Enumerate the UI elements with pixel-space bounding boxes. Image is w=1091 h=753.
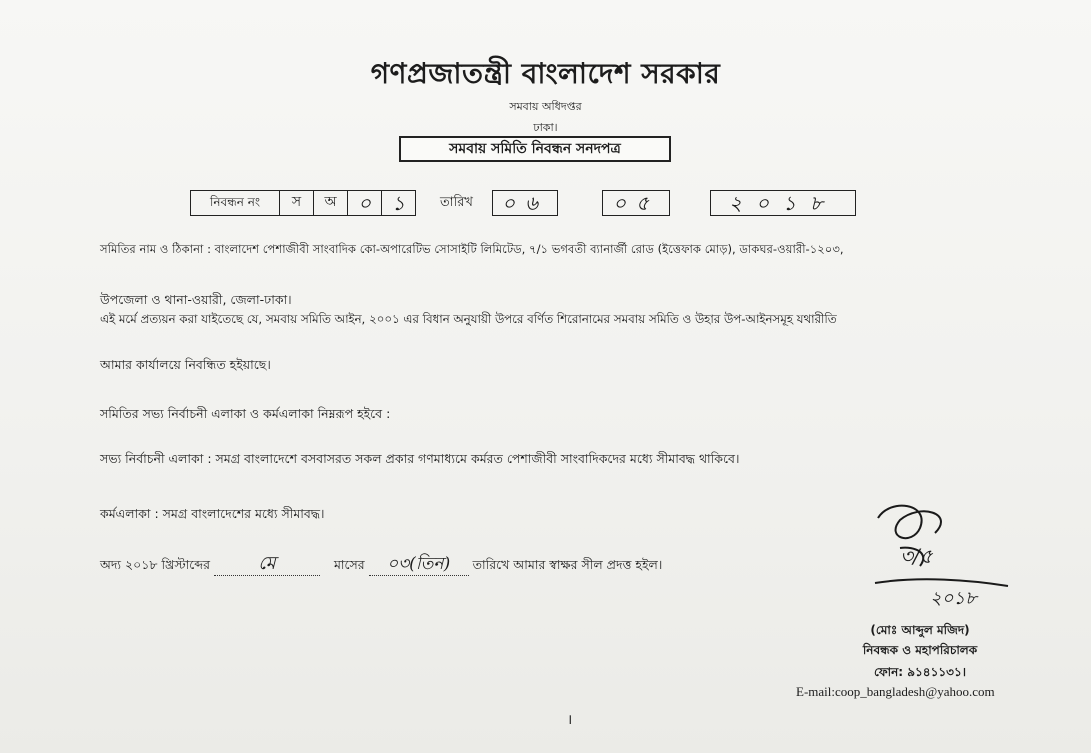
registration-char-3: ০	[347, 190, 382, 216]
date-label: তারিখ	[440, 195, 473, 210]
registration-char-1: স	[279, 190, 314, 216]
area-intro: সমিতির সভ্য নির্বাচনী এলাকা ও কর্মএলাকা নিম্নরূপ হইবে :	[100, 406, 391, 421]
signatory-name: (মোঃ আব্দুল মজিদ)	[870, 623, 970, 637]
closing-prefix: অদ্য ২০১৮ খ্রিস্টাব্দের	[100, 557, 210, 572]
government-title: গণপ্রজাতন্ত্রী বাংলাদেশ সরকার	[370, 57, 721, 90]
closing-month-handwritten: মে	[214, 553, 320, 576]
registration-char-4: ১	[381, 190, 416, 216]
certification-text-cont: আমার কার্যালয়ে নিবন্ধিত হইয়াছে।	[100, 357, 271, 372]
registration-label: নিবন্ধন নং	[190, 190, 280, 216]
signatory-email: E-mail:coop_bangladesh@yahoo.com	[796, 684, 995, 699]
society-address-cont: উপজেলা ও থানা-ওয়ারী, জেলা-ঢাকা।	[100, 292, 292, 307]
registration-char-2: অ	[313, 190, 348, 216]
registration-row	[190, 190, 870, 216]
closing-date-handwritten: ০৩(তিন)	[369, 553, 469, 576]
page-mark: ।	[567, 712, 573, 728]
date-month: ০৫	[602, 190, 670, 216]
signatory-phone: ফোন: ৯১৪১১৩১।	[873, 665, 967, 679]
department-name: সমবায় অধিদপ্তর	[509, 100, 582, 113]
society-name-address: সমিতির নাম ও ঠিকানা : বাংলাদেশ পেশাজীবী সাংবাদিক কো-অপারেটিভ সোসাইটি লিমিটেড, ৭/১ ভগবতী ব্যানার্জী রোড (ইত্তেফাক মোড়), ডাকঘর-ওয়ারী-১২০৩,	[100, 242, 844, 256]
signature-date-bottom: ২০১৮	[930, 588, 977, 609]
date-day: ০৬	[492, 190, 558, 216]
certificate-title-box: সমবায় সমিতি নিবন্ধন সনদপত্র	[399, 136, 671, 162]
city-name: ঢাকা।	[533, 121, 558, 134]
signature-date-top: ৩/৫	[900, 544, 933, 568]
member-election-area: সভ্য নির্বাচনী এলাকা : সমগ্র বাংলাদেশে বসবাসরত সকল প্রকার গণমাধ্যমে কর্মরত পেশাজীবী সাংবাদিকদের মধ্যে সীমাবদ্ধ থাকিবে।	[100, 451, 740, 466]
work-area: কর্মএলাকা : সমগ্র বাংলাদেশের মধ্যে সীমাবদ্ধ।	[100, 506, 325, 521]
certification-text: এই মর্মে প্রত্যয়ন করা যাইতেছে যে, সমবায় সমিতি আইন, ২০০১ এর বিধান অনুযায়ী উপরে বর্ণিত শিরোনামের সমবায় সমিতি ও উহার উপ-আইনসমূহ যথারীতি	[100, 312, 837, 326]
signatory-designation: নিবন্ধক ও মহাপরিচালক	[862, 643, 978, 657]
closing-suffix: তারিখে আমার স্বাক্ষর সীল প্রদত্ত হইল।	[472, 557, 663, 572]
date-year: ২০১৮	[710, 190, 856, 216]
closing-line	[100, 553, 662, 577]
closing-month-label: মাসের	[333, 557, 365, 572]
